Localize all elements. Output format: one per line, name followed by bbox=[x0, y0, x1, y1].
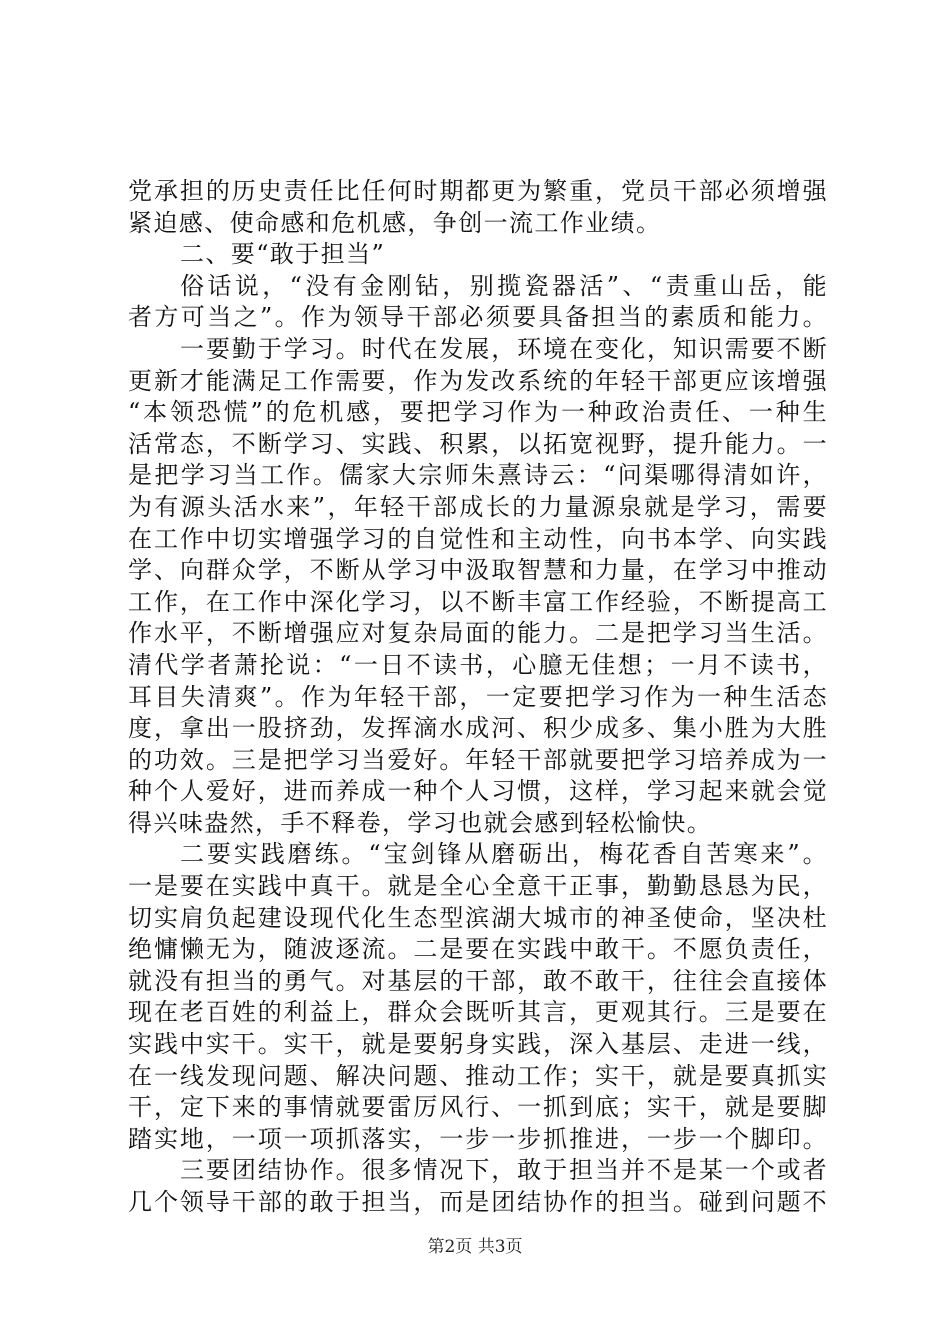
text-line: 在工作中切实增强学习的自觉性和主动性，向书本学、向实践 bbox=[128, 524, 828, 553]
text-line: 者方可当之”。作为领导干部必须要具备担当的素质和能力。 bbox=[128, 303, 828, 332]
text-line: 实践中实干。实干，就是要躬身实践，深入基层、走进一线， bbox=[128, 1030, 828, 1059]
text-line: 清代学者萧抡说：“一日不读书，心臆无佳想；一月不读书， bbox=[128, 650, 828, 679]
text-line: 几个领导干部的敢于担当，而是团结协作的担当。碰到问题不 bbox=[128, 1188, 828, 1216]
text-line: 紧迫感、使命感和危机感，争创一流工作业绩。 bbox=[128, 208, 662, 237]
page-footer: 第2页 共3页 bbox=[427, 1237, 523, 1257]
text-line: 绝慵懒无为，随波逐流。二是要在实践中敢干。不愿负责任， bbox=[128, 935, 828, 964]
text-line: 是把学习当工作。儒家大宗师朱熹诗云：“问渠哪得清如许， bbox=[128, 461, 828, 490]
text-line: 学、向群众学，不断从学习中汲取智慧和力量，在学习中推动 bbox=[128, 556, 828, 585]
text-line: 切实肩负起建设现代化生态型滨湖大城市的神圣使命，坚决杜 bbox=[128, 903, 828, 932]
text-line: 干，定下来的事情就要雷厉风行、一抓到底；实干，就是要脚 bbox=[128, 1093, 828, 1122]
text-line: 一是要在实践中真干。就是全心全意干正事，勤勤恳恳为民， bbox=[128, 872, 828, 901]
text-line: “本领恐慌”的危机感，要把学习作为一种政治责任、一种生 bbox=[128, 398, 828, 427]
text-line: 作水平，不断增强应对复杂局面的能力。二是把学习当生活。 bbox=[128, 619, 828, 648]
text-line: 的功效。三是把学习当爱好。年轻干部就要把学习培养成为一 bbox=[128, 745, 828, 774]
text-line: 现在老百姓的利益上，群众会既听其言，更观其行。三是要在 bbox=[128, 998, 828, 1027]
text-line: 党承担的历史责任比任何时期都更为繁重，党员干部必须增强 bbox=[128, 177, 828, 205]
text-line: 三要团结协作。很多情况下，敢于担当并不是某一个或者 bbox=[180, 1156, 828, 1185]
text-line: 在一线发现问题、解决问题、推动工作；实干，就是要真抓实 bbox=[128, 1061, 828, 1090]
text-line: 活常态，不断学习、实践、积累，以拓宽视野，提升能力。一 bbox=[128, 429, 828, 458]
text-line: 一要勤于学习。时代在发展，环境在变化，知识需要不断 bbox=[180, 334, 828, 363]
text-line: 种个人爱好，进而养成一种个人习惯，这样，学习起来就会觉 bbox=[128, 777, 828, 806]
text-line: 耳目失清爽”。作为年轻干部，一定要把学习作为一种生活态 bbox=[128, 682, 828, 711]
text-line: 工作，在工作中深化学习，以不断丰富工作经验，不断提高工 bbox=[128, 587, 828, 616]
text-line: 度，拿出一股挤劲，发挥滴水成河、积少成多、集小胜为大胜 bbox=[128, 714, 828, 743]
text-line: 俗话说，“没有金刚钻，别揽瓷器活”、“责重山岳，能 bbox=[180, 271, 828, 300]
document-body bbox=[128, 176, 828, 1219]
text-line: 更新才能满足工作需要，作为发改系统的年轻干部更应该增强 bbox=[128, 366, 828, 395]
text-line: 得兴味盎然，手不释卷，学习也就会感到轻松愉快。 bbox=[128, 808, 713, 837]
text-line: 二、要“敢于担当” bbox=[180, 240, 386, 269]
text-line: 就没有担当的勇气。对基层的干部，敢不敢干，往往会直接体 bbox=[128, 966, 828, 995]
text-line: 为有源头活水来”，年轻干部成长的力量源泉就是学习，需要 bbox=[128, 492, 828, 521]
text-line: 踏实地，一项一项抓落实，一步一步抓推进，一步一个脚印。 bbox=[128, 1124, 828, 1153]
text-line: 二要实践磨练。“宝剑锋从磨砺出，梅花香自苦寒来”。 bbox=[180, 840, 828, 869]
